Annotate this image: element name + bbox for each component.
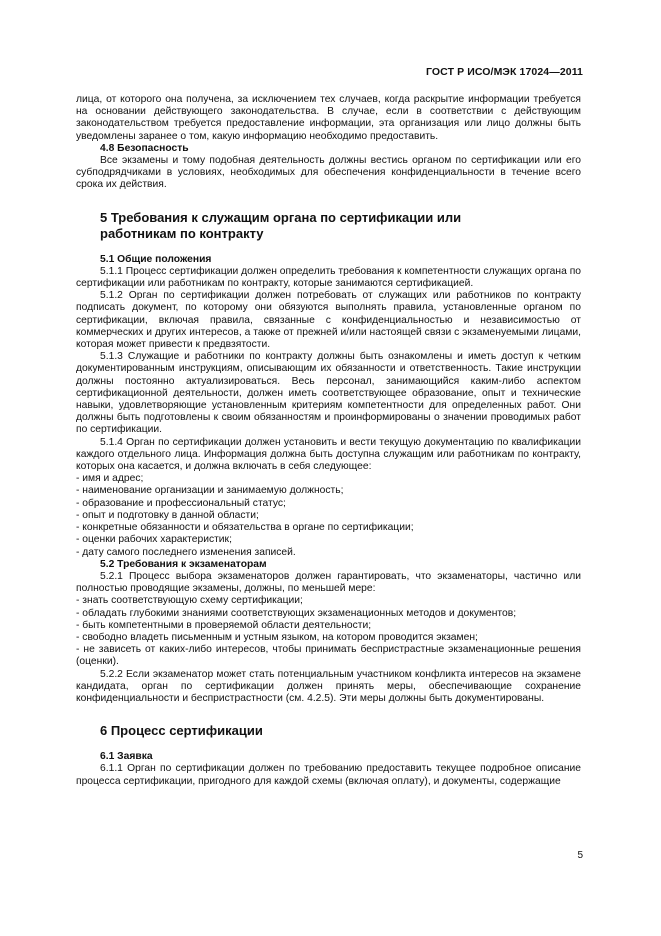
paragraph-continuation: лица, от которого она получена, за исключением тех случаев, когда раскрытие информации требуется на основании действующего законодательства. В случае, если в соответствии с действующим законодательством требуется предоставление информации, эта организация или лицо должны быть уведомлены заранее о том, какую информацию необходимо предоставить. — [76, 94, 581, 142]
paragraph-5-2-1: 5.2.1 Процесс выбора экзаменаторов должен гарантировать, что экзаменаторы, частично или полностью проводящие экзамены, должны, по меньшей мере: — [76, 570, 581, 595]
list-item: - обладать глубокими знаниями соответствующих экзаменационных методов и документов; — [76, 607, 517, 619]
list-item: - быть компетентными в проверяемой области деятельности; — [76, 619, 372, 631]
section-title-5: 5 Требования к служащим органа по сертификации или работникам по контракту — [100, 209, 462, 241]
paragraph-6-1-1: 6.1.1 Орган по сертификации должен по требованию предоставить текущее подробное описание процесса сертификации, пригодного для каждой схемы (включая оплату), и документы, содержащие — [76, 763, 581, 787]
list-item: - опыт и подготовку в данной области; — [76, 509, 259, 521]
subsection-title-5-1: 5.1 Общие положения — [100, 253, 212, 265]
document-code-header: ГОСТ Р ИСО/МЭК 17024—2011 — [425, 66, 583, 78]
list-item: - свободно владеть письменным и устным языком, на котором проводится экзамен; — [76, 631, 478, 643]
list-item: - имя и адрес; — [76, 473, 144, 485]
paragraph-5-1-4: 5.1.4 Орган по сертификации должен установить и вести текущую документацию по квалификации каждого отдельного лица. Информация должна быть доступна служащим или работникам по контракту, которых она касается, и должна включать в себя следующее: — [76, 436, 581, 473]
list-item: - дату самого последнего изменения записей. — [76, 546, 296, 558]
paragraph-4-8: Все экзамены и тому подобная деятельность должны вестись органом по сертификации или его субподрядчиками в условиях, необходимых для обеспечения конфиденциальности в течение всего срока их действия. — [76, 155, 581, 191]
paragraph-5-1-3: 5.1.3 Служащие и работники по контракту должны быть ознакомлены и иметь доступ к четким документированным инструкциям, описывающим их обязанности и ответственность. Такие инструкции должны постоянно актуализироваться. Весь персонал, занимающийся каким-либо аспектом сертификационной деятельности, должен иметь соответствующее образование, опыт и технические навыки, удовлетворяющие установленным критериям компетентности для определенных работ. Они должны быть подготовлены к своим обязанностям и проинформированы о значении проводимых работ по сертификации. — [76, 351, 581, 436]
paragraph-5-1-2: 5.1.2 Орган по сертификации должен потребовать от служащих или работников по контракту подписать документ, по которому они обязуются выполнять правила, установленные органом по сертификации, включая правила, связанные с конфиденциальностью и независимостью от коммерческих и других интересов, а также от прежней и/или настоящей связи с экзаменуемыми лицами, которая может привести к предвзятости. — [76, 290, 581, 351]
list-item: - оценки рабочих характеристик; — [76, 534, 232, 546]
list-item: - конкретные обязанности и обязательства в органе по сертификации; — [76, 522, 414, 534]
list-item: - не зависеть от каких-либо интересов, чтобы принимать беспристрастные экзаменационные решения (оценки). — [76, 644, 581, 668]
list-item: - образование и профессиональный статус; — [76, 497, 286, 509]
page-content — [76, 94, 581, 788]
subsection-title-4-8: 4.8 Безопасность — [100, 142, 189, 154]
list-item: - наименование организации и занимаемую должность; — [76, 485, 344, 497]
subsection-title-6-1: 6.1 Заявка — [100, 751, 153, 763]
subsection-title-5-2: 5.2 Требования к экзаменаторам — [100, 558, 267, 570]
page-number: 5 — [577, 850, 583, 861]
section-title-6: 6 Процесс сертификации — [100, 723, 263, 739]
paragraph-5-1-1: 5.1.1 Процесс сертификации должен определить требования к компетентности служащих органа по сертификации или работникам по контракту, которые занимаются сертификацией. — [76, 265, 581, 290]
paragraph-5-2-2: 5.2.2 Если экзаменатор может стать потенциальным участником конфликта интересов на экзамене кандидата, орган по сертификации должен принять меры, обеспечивающие сохранение конфиденциальности и беспристрастности (см. 4.2.5). Эти меры должны быть документированы. — [76, 668, 581, 704]
list-item: - знать соответствующую схему сертификации; — [76, 595, 303, 607]
